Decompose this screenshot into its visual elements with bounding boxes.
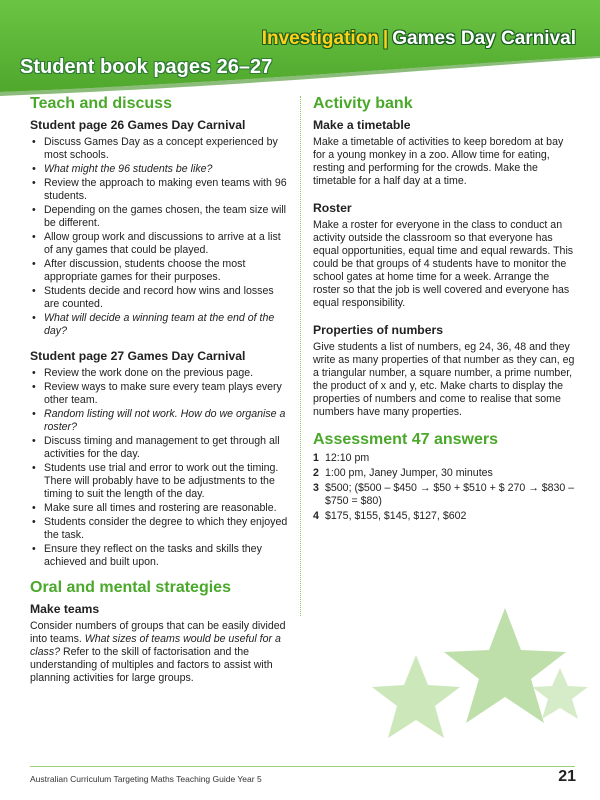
page26-item: • Students decide and record how wins and losses are counted. bbox=[30, 285, 290, 311]
timetable-heading: Make a timetable bbox=[313, 118, 411, 132]
properties-heading: Properties of numbers bbox=[313, 323, 444, 337]
properties-text: Give students a list of numbers, eg 24, 36, 48 and they write as many properties of that number as they can, eg a triangular number, a square number, a prime number, the product of x and y, etc. Make charts to display the properties of numbers and come to realise that some numbers have many properties. bbox=[313, 341, 575, 418]
title-separator: | bbox=[382, 28, 389, 49]
answer-text: $175, $155, $145, $127, $602 bbox=[325, 510, 467, 522]
answer-number: 1 bbox=[313, 452, 319, 464]
answer-item bbox=[313, 510, 575, 523]
student-book-pages: Student book pages 26–27 bbox=[20, 56, 273, 78]
page27-item: • Students use trial and error to work out the timing. There will probably have to be adjustments to the timing to suit the length of the day. bbox=[30, 462, 290, 501]
page26-item: • Depending on the games chosen, the team size will be different. bbox=[30, 204, 290, 230]
roster-text: Make a roster for everyone in the class to conduct an activity outside the classroom so that everyone has equal opportunities, equal time and equal rewards. This could be that groups of 4 students have to monitor the school gates at home time for a week. Arrange the roster so that the job is well covered and everyone has equal responsibility. bbox=[313, 219, 574, 309]
answer-text: 1:00 pm, Janey Jumper, 30 minutes bbox=[325, 467, 493, 479]
page27-heading: Student page 27 Games Day Carnival bbox=[30, 349, 246, 363]
teach-heading: Teach and discuss bbox=[30, 95, 172, 112]
page26-item: • After discussion, students choose the most appropriate games for their purposes. bbox=[30, 258, 290, 284]
footer-book-title: Australian Curriculum Targeting Maths Teaching Guide Year 5 bbox=[30, 774, 262, 784]
page27-item: • Students consider the degree to which they enjoyed the task. bbox=[30, 516, 290, 542]
footer-line bbox=[30, 766, 575, 767]
make-teams-text-b: Refer to the skill of factorisation and the understanding of multiples and factors to assist with planning activities for large groups. bbox=[30, 646, 273, 684]
answer-item bbox=[313, 482, 575, 508]
assessment-heading: Assessment 47 answers bbox=[313, 431, 498, 448]
page26-heading: Student page 26 Games Day Carnival bbox=[30, 118, 246, 132]
investigation-label: Investigation bbox=[261, 28, 379, 49]
answers-list bbox=[313, 452, 575, 523]
timetable-text: Make a timetable of activities to keep boredom at bay for a young monkey in a zoo. Allow time for eating, resting and performing for the crowds. Make the timetable for a half day at a time. bbox=[313, 136, 564, 187]
page27-item: • Make sure all times and rostering are reasonable. bbox=[30, 502, 290, 515]
column-divider bbox=[300, 96, 301, 616]
right-column bbox=[313, 92, 575, 525]
page26-list bbox=[30, 136, 290, 338]
page26-item: • Discuss Games Day as a concept experienced by most schools. bbox=[30, 136, 290, 162]
page27-item: • Random listing will not work. How do we organise a roster? bbox=[30, 408, 290, 434]
answer-number: 2 bbox=[313, 467, 319, 479]
roster-heading: Roster bbox=[313, 201, 352, 215]
page-number: 21 bbox=[558, 768, 576, 785]
activity-heading: Activity bank bbox=[313, 95, 413, 112]
page27-item: • Discuss timing and management to get through all activities for the day. bbox=[30, 435, 290, 461]
page26-item: • What will decide a winning team at the end of the day? bbox=[30, 312, 290, 338]
answer-number: 3 bbox=[313, 482, 319, 494]
make-teams-heading: Make teams bbox=[30, 602, 100, 616]
page26-item: • What might the 96 students be like? bbox=[30, 163, 290, 176]
make-teams-text-italic: What sizes of teams would be useful for a class? bbox=[30, 633, 281, 658]
star-medium bbox=[372, 655, 460, 738]
answer-item bbox=[313, 452, 575, 465]
oral-heading: Oral and mental strategies bbox=[30, 579, 231, 596]
page27-item: • Review ways to make sure every team plays every other team. bbox=[30, 381, 290, 407]
page26-item: • Review the approach to making even teams with 96 students. bbox=[30, 177, 290, 203]
left-column bbox=[30, 92, 290, 688]
page26-item: • Allow group work and discussions to arrive at a list of any games that could be played. bbox=[30, 231, 290, 257]
answer-text: 12:10 pm bbox=[325, 452, 370, 464]
make-teams-text-a: Consider numbers of groups that can be easily divided into teams. bbox=[30, 620, 286, 645]
investigation-name: Games Day Carnival bbox=[392, 28, 576, 49]
answer-text: $500; ($500 – $450 → $50 + $510 + $ 270 → $830 – $750 = $80) bbox=[325, 482, 575, 507]
make-teams-text bbox=[30, 620, 290, 685]
answer-item bbox=[313, 467, 575, 480]
page27-list bbox=[30, 367, 290, 569]
page27-item: • Ensure they reflect on the tasks and skills they achieved and built upon. bbox=[30, 543, 290, 569]
answer-number: 4 bbox=[313, 510, 319, 522]
page27-item: • Review the work done on the previous page. bbox=[30, 367, 290, 380]
